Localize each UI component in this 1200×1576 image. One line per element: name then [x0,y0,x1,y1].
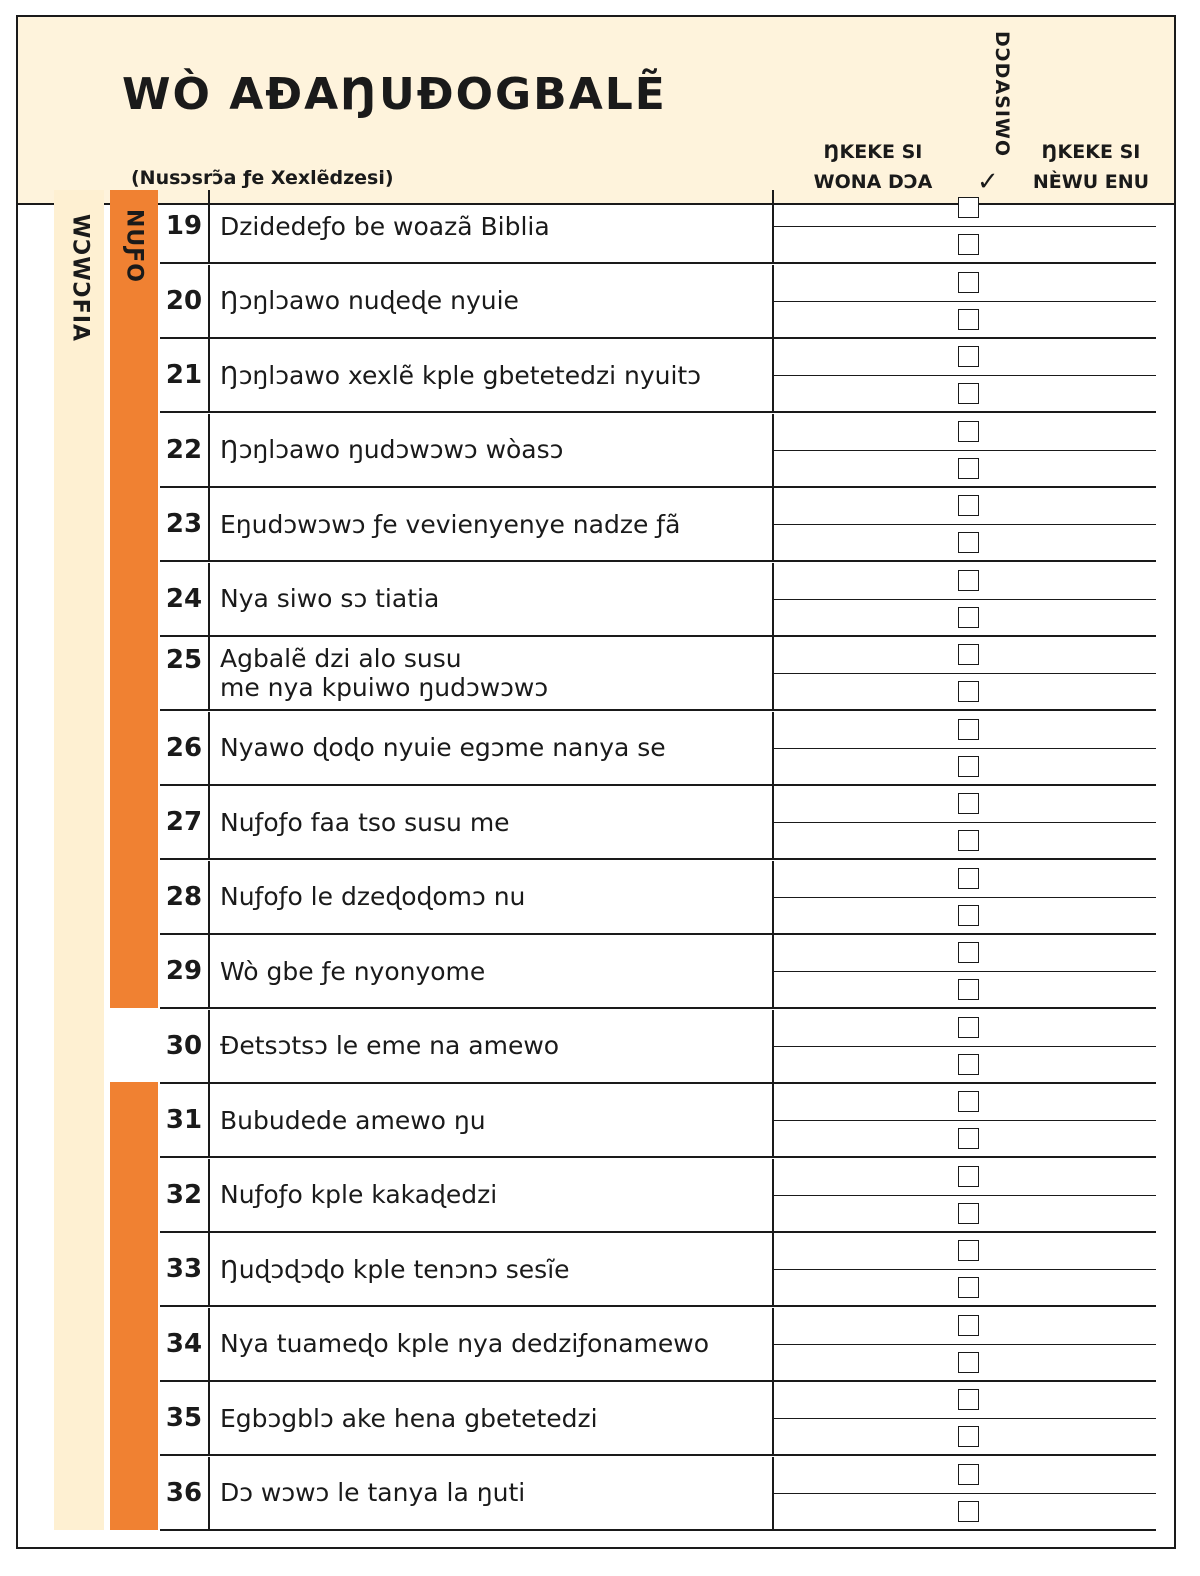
table-row [160,712,1156,786]
assignment-checkbox[interactable] [958,607,979,628]
date-cells [772,861,1156,933]
row-divider [774,1418,1156,1419]
table-row [160,1084,1156,1158]
table-row [160,1159,1156,1233]
date-cells [772,1159,1156,1231]
table-row [160,339,1156,413]
assignment-checkbox[interactable] [958,346,979,367]
lesson-title: Bubudede amewo ŋu [220,1105,486,1135]
assignment-checkbox[interactable] [958,681,979,702]
lesson-title: Nuƒoƒo le dzeɖoɖomɔ nu [220,882,526,911]
lesson-title: Eŋudɔwɔwɔ ƒe vevienyenye nadze ƒã [220,509,681,539]
row-divider [774,450,1156,451]
lesson-number: 20 [160,265,210,337]
lesson-title: Nyawo ɖoɖo nyuie egɔme nanya se [220,733,666,762]
assignment-checkbox[interactable] [958,1203,979,1224]
table-row [160,190,1156,264]
date-cells [772,190,1156,262]
lesson-number: 30 [160,1010,210,1082]
row-divider [774,1046,1156,1047]
assignment-checkbox[interactable] [958,1501,979,1522]
assignment-checkbox[interactable] [958,1426,979,1447]
row-divider [774,375,1156,376]
assignment-checkbox[interactable] [958,942,979,963]
lesson-title: Wò gbe ƒe nyonyome [220,956,486,986]
lesson-number: 35 [160,1382,210,1454]
lesson-title: Ŋɔŋlɔawo xexlẽ kple gbetetedzi nyuitɔ [220,360,701,390]
lesson-title-line1: Agbalẽ dzi alo susu [220,644,462,673]
date-cells [772,1084,1156,1156]
assignment-checkbox[interactable] [958,570,979,591]
assignment-checkbox[interactable] [958,197,979,218]
column-header-assigned-date-line1: ŊKEKE SI [823,141,923,163]
table-row [160,637,1156,711]
row-divider [774,226,1156,227]
table-row [160,414,1156,488]
table-row [160,265,1156,339]
table-row [160,935,1156,1009]
date-cells [772,488,1156,560]
row-divider [774,599,1156,600]
lesson-number: 27 [160,786,210,858]
lesson-number: 23 [160,488,210,560]
date-cells [772,637,1156,709]
row-divider [774,897,1156,898]
assignment-checkbox[interactable] [958,1091,979,1112]
lesson-title: Nuƒoƒo faa tso susu me [220,807,510,837]
page-subtitle: (Nusɔsrɔ̃a ƒe Xexlẽdzesi) [131,167,394,189]
assignment-checkbox[interactable] [958,1315,979,1336]
side-label-woworfia: WƆWƆFIA [67,213,93,343]
assignment-checkbox[interactable] [958,1464,979,1485]
date-cells [772,1308,1156,1380]
lesson-number: 34 [160,1308,210,1380]
date-cells [772,712,1156,784]
lesson-title: Ŋɔŋlɔawo ŋudɔwɔwɔ wòasɔ [220,435,564,464]
lesson-number: 31 [160,1084,210,1156]
lesson-title: Dɔ wɔwɔ le tanya la ŋuti [220,1478,526,1507]
row-divider [774,971,1156,972]
assignment-checkbox[interactable] [958,793,979,814]
page-title: WÒ AƉAŊUƉOGBALẼ [122,69,667,120]
row-divider [774,1120,1156,1121]
lesson-title: Nya tuameɖo kple nya dedziƒonamewo [220,1329,710,1358]
checkmark-icon: ✓ [977,167,999,197]
lesson-number: 21 [160,339,210,411]
lesson-number: 33 [160,1233,210,1305]
lesson-title: Nya siwo sɔ tiatia [220,584,440,613]
row-divider [774,524,1156,525]
lesson-number: 19 [160,190,210,262]
side-band-nufo-bottom [110,1082,158,1530]
date-cells [772,1233,1156,1305]
table-row [160,488,1156,562]
date-cells [772,265,1156,337]
lesson-title: Ŋuɖɔɖɔɖo kple tenɔnɔ sesĩe [220,1254,570,1284]
date-cells [772,339,1156,411]
assignment-checkbox[interactable] [958,1017,979,1038]
lesson-number: 26 [160,712,210,784]
date-cells [772,1457,1156,1529]
lesson-number: 29 [160,935,210,1007]
form-header [18,17,1174,205]
date-cells [772,414,1156,486]
lesson-title: Ɖetsɔtsɔ le eme na amewo [220,1031,560,1060]
assignment-checkbox[interactable] [958,1128,979,1149]
table-row [160,1308,1156,1382]
lesson-number: 24 [160,563,210,635]
assignment-checkbox[interactable] [958,1240,979,1261]
assignment-checkbox[interactable] [958,532,979,553]
assignment-checkbox[interactable] [958,1166,979,1187]
lesson-title: Dzidedeƒo be woazã Biblia [220,211,550,241]
assignment-checkbox[interactable] [958,868,979,889]
assignment-checkbox[interactable] [958,756,979,777]
date-cells [772,935,1156,1007]
assignment-checkbox[interactable] [958,309,979,330]
lesson-number: 36 [160,1457,210,1529]
side-band-nufo-top [110,190,158,1008]
assignment-checkbox[interactable] [958,719,979,740]
row-divider [774,748,1156,749]
table-row [160,1010,1156,1084]
assignment-checkbox[interactable] [958,1054,979,1075]
row-divider [774,1269,1156,1270]
lesson-title: Egbɔgblɔ ake hena gbetetedzi [220,1403,598,1433]
side-band-woworfia [54,190,104,1530]
table-row [160,786,1156,860]
column-header-completed-date-line2: NÈWU ENU [1032,171,1150,193]
table-row [160,1457,1156,1531]
row-divider [774,673,1156,674]
side-label-nufo: NUƑO [121,208,147,284]
assignment-checkbox[interactable] [958,905,979,926]
assignment-checkbox[interactable] [958,383,979,404]
lesson-title: Ŋɔŋlɔawo nuɖeɖe nyuie [220,286,519,315]
table-row [160,1382,1156,1456]
lesson-number: 28 [160,861,210,933]
assignment-checkbox[interactable] [958,495,979,516]
lesson-title [220,637,770,709]
assignment-checkbox[interactable] [958,421,979,442]
row-divider [774,822,1156,823]
row-divider [774,1493,1156,1494]
column-header-completed-date-line1: ŊKEKE SI [1041,141,1141,163]
lesson-number: 32 [160,1159,210,1231]
assignment-checkbox[interactable] [958,1352,979,1373]
column-header-assigned-date [788,137,958,197]
row-divider [774,301,1156,302]
row-divider [774,1344,1156,1345]
table-row [160,1233,1156,1307]
lesson-title-line2: me nya kpuiwo ŋudɔwɔwɔ [220,673,549,702]
column-header-assignments-label: DƆDASIWO [991,30,1013,158]
assignment-checkbox[interactable] [958,1389,979,1410]
assignment-checkbox[interactable] [958,830,979,851]
lesson-title: Nuƒoƒo kple kakaɖedzi [220,1180,498,1209]
assignment-checkbox[interactable] [958,979,979,1000]
assignment-checkbox[interactable] [958,644,979,665]
column-header-assigned-date-line2: WONA DƆA [813,171,933,193]
assignment-checkbox[interactable] [958,1277,979,1298]
column-header-completed-date [1006,137,1176,197]
date-cells [772,563,1156,635]
table-row [160,861,1156,935]
lesson-number: 25 [160,637,210,709]
table-row [160,563,1156,637]
row-divider [774,1195,1156,1196]
assignment-checkbox[interactable] [958,234,979,255]
date-cells [772,1382,1156,1454]
assignment-checkbox[interactable] [958,458,979,479]
date-cells [772,1010,1156,1082]
assignment-checkbox[interactable] [958,272,979,293]
lesson-number: 22 [160,414,210,486]
date-cells [772,786,1156,858]
